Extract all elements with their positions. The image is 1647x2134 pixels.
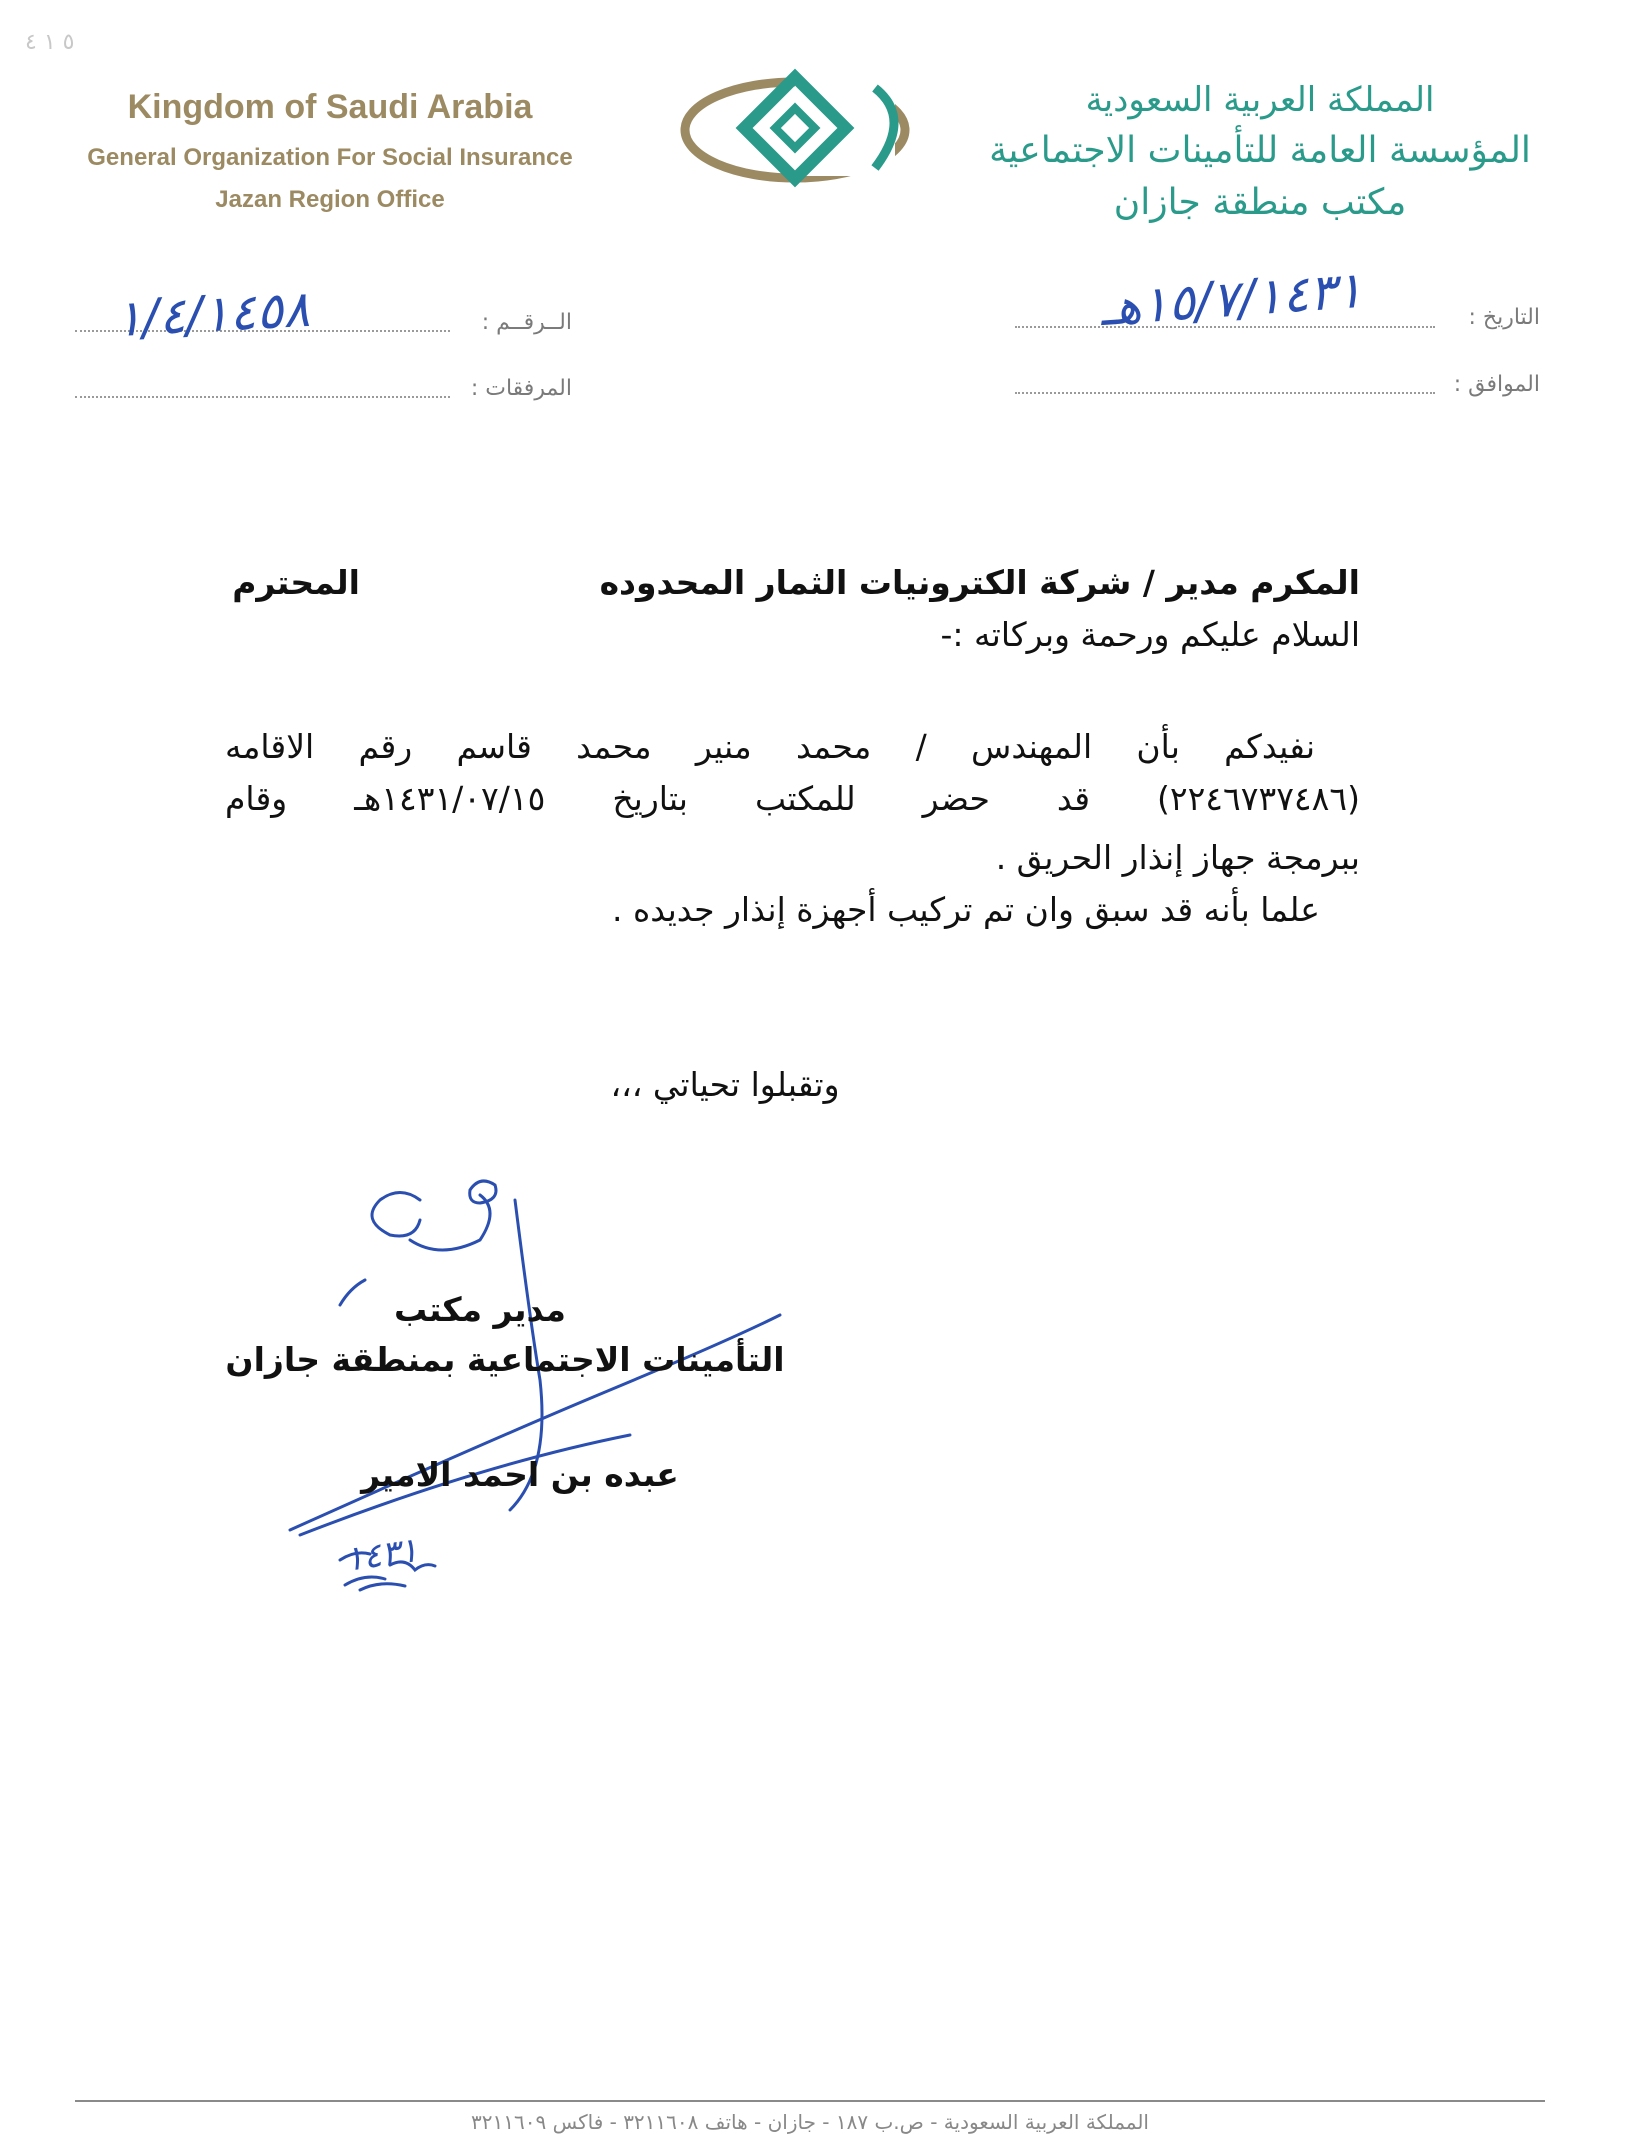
header-en-office: Jazan Region Office [215, 186, 445, 213]
closing: وتقبلوا تحياتي ،،، [610, 1065, 840, 1104]
footer-rule [75, 2100, 1545, 2102]
number-label: الــرقــم : [481, 310, 572, 335]
handwritten-date-mark: ١٤٣١ [342, 1530, 421, 1580]
number-handwritten: ١/٤/١٤٥٨ [113, 279, 312, 349]
paragraph-line-3: ببرمجة جهاز إنذار الحريق . [995, 838, 1360, 877]
header-en-country: Kingdom of Saudi Arabia [127, 88, 533, 126]
header-ar-office: مكتب منطقة جازان [1113, 182, 1407, 223]
recipient-line: المكرم مدير / شركة الكترونيات الثمار المحدوده [599, 563, 1360, 602]
date-handwritten: ١٥/٧/١٤٣١هـ [1098, 260, 1365, 338]
corresponding-dotted-line [1015, 392, 1435, 394]
header-en-organization: General Organization For Social Insurance [87, 144, 573, 171]
paragraph-line-4: علما بأنه قد سبق وان تم تركيب أجهزة إنذار جديده . [611, 890, 1320, 929]
attachments-dotted-line [75, 396, 450, 398]
corresponding-label: الموافق : [1453, 372, 1540, 397]
signature-title-2: التأمينات الاجتماعية بمنطقة جازان [225, 1340, 785, 1379]
date-label: التاريخ : [1468, 305, 1540, 330]
paragraph-line-1: نفيدكم بأن المهندس / محمد منير محمد قاسم رقم الاقامه [225, 727, 1315, 766]
corner-mark: ٥ ١ ٤ [25, 30, 75, 55]
gosi-logo [675, 58, 915, 198]
signature-name: عبده بن احمد الامير [361, 1455, 679, 1494]
header-ar-organization: المؤسسة العامة للتأمينات الاجتماعية [989, 130, 1531, 171]
footer-text: المملكة العربية السعودية - ص.ب ١٨٧ - جازان - هاتف ٣٢١١٦٠٨ - فاكس ٣٢١١٦٠٩ [471, 2110, 1149, 2134]
signature-title-1: مدير مكتب [394, 1290, 566, 1329]
attachments-label: المرفقات : [470, 376, 572, 401]
greeting: السلام عليكم ورحمة وبركاته :- [940, 615, 1360, 654]
header-ar-country: المملكة العربية السعودية [1085, 80, 1435, 120]
honorific: المحترم [232, 563, 360, 602]
paragraph-line-2: (٢٢٤٦٧٣٧٤٨٦) قد حضر للمكتب بتاريخ ١٤٣١/٠٧/١٥هـ وقام [225, 779, 1360, 818]
